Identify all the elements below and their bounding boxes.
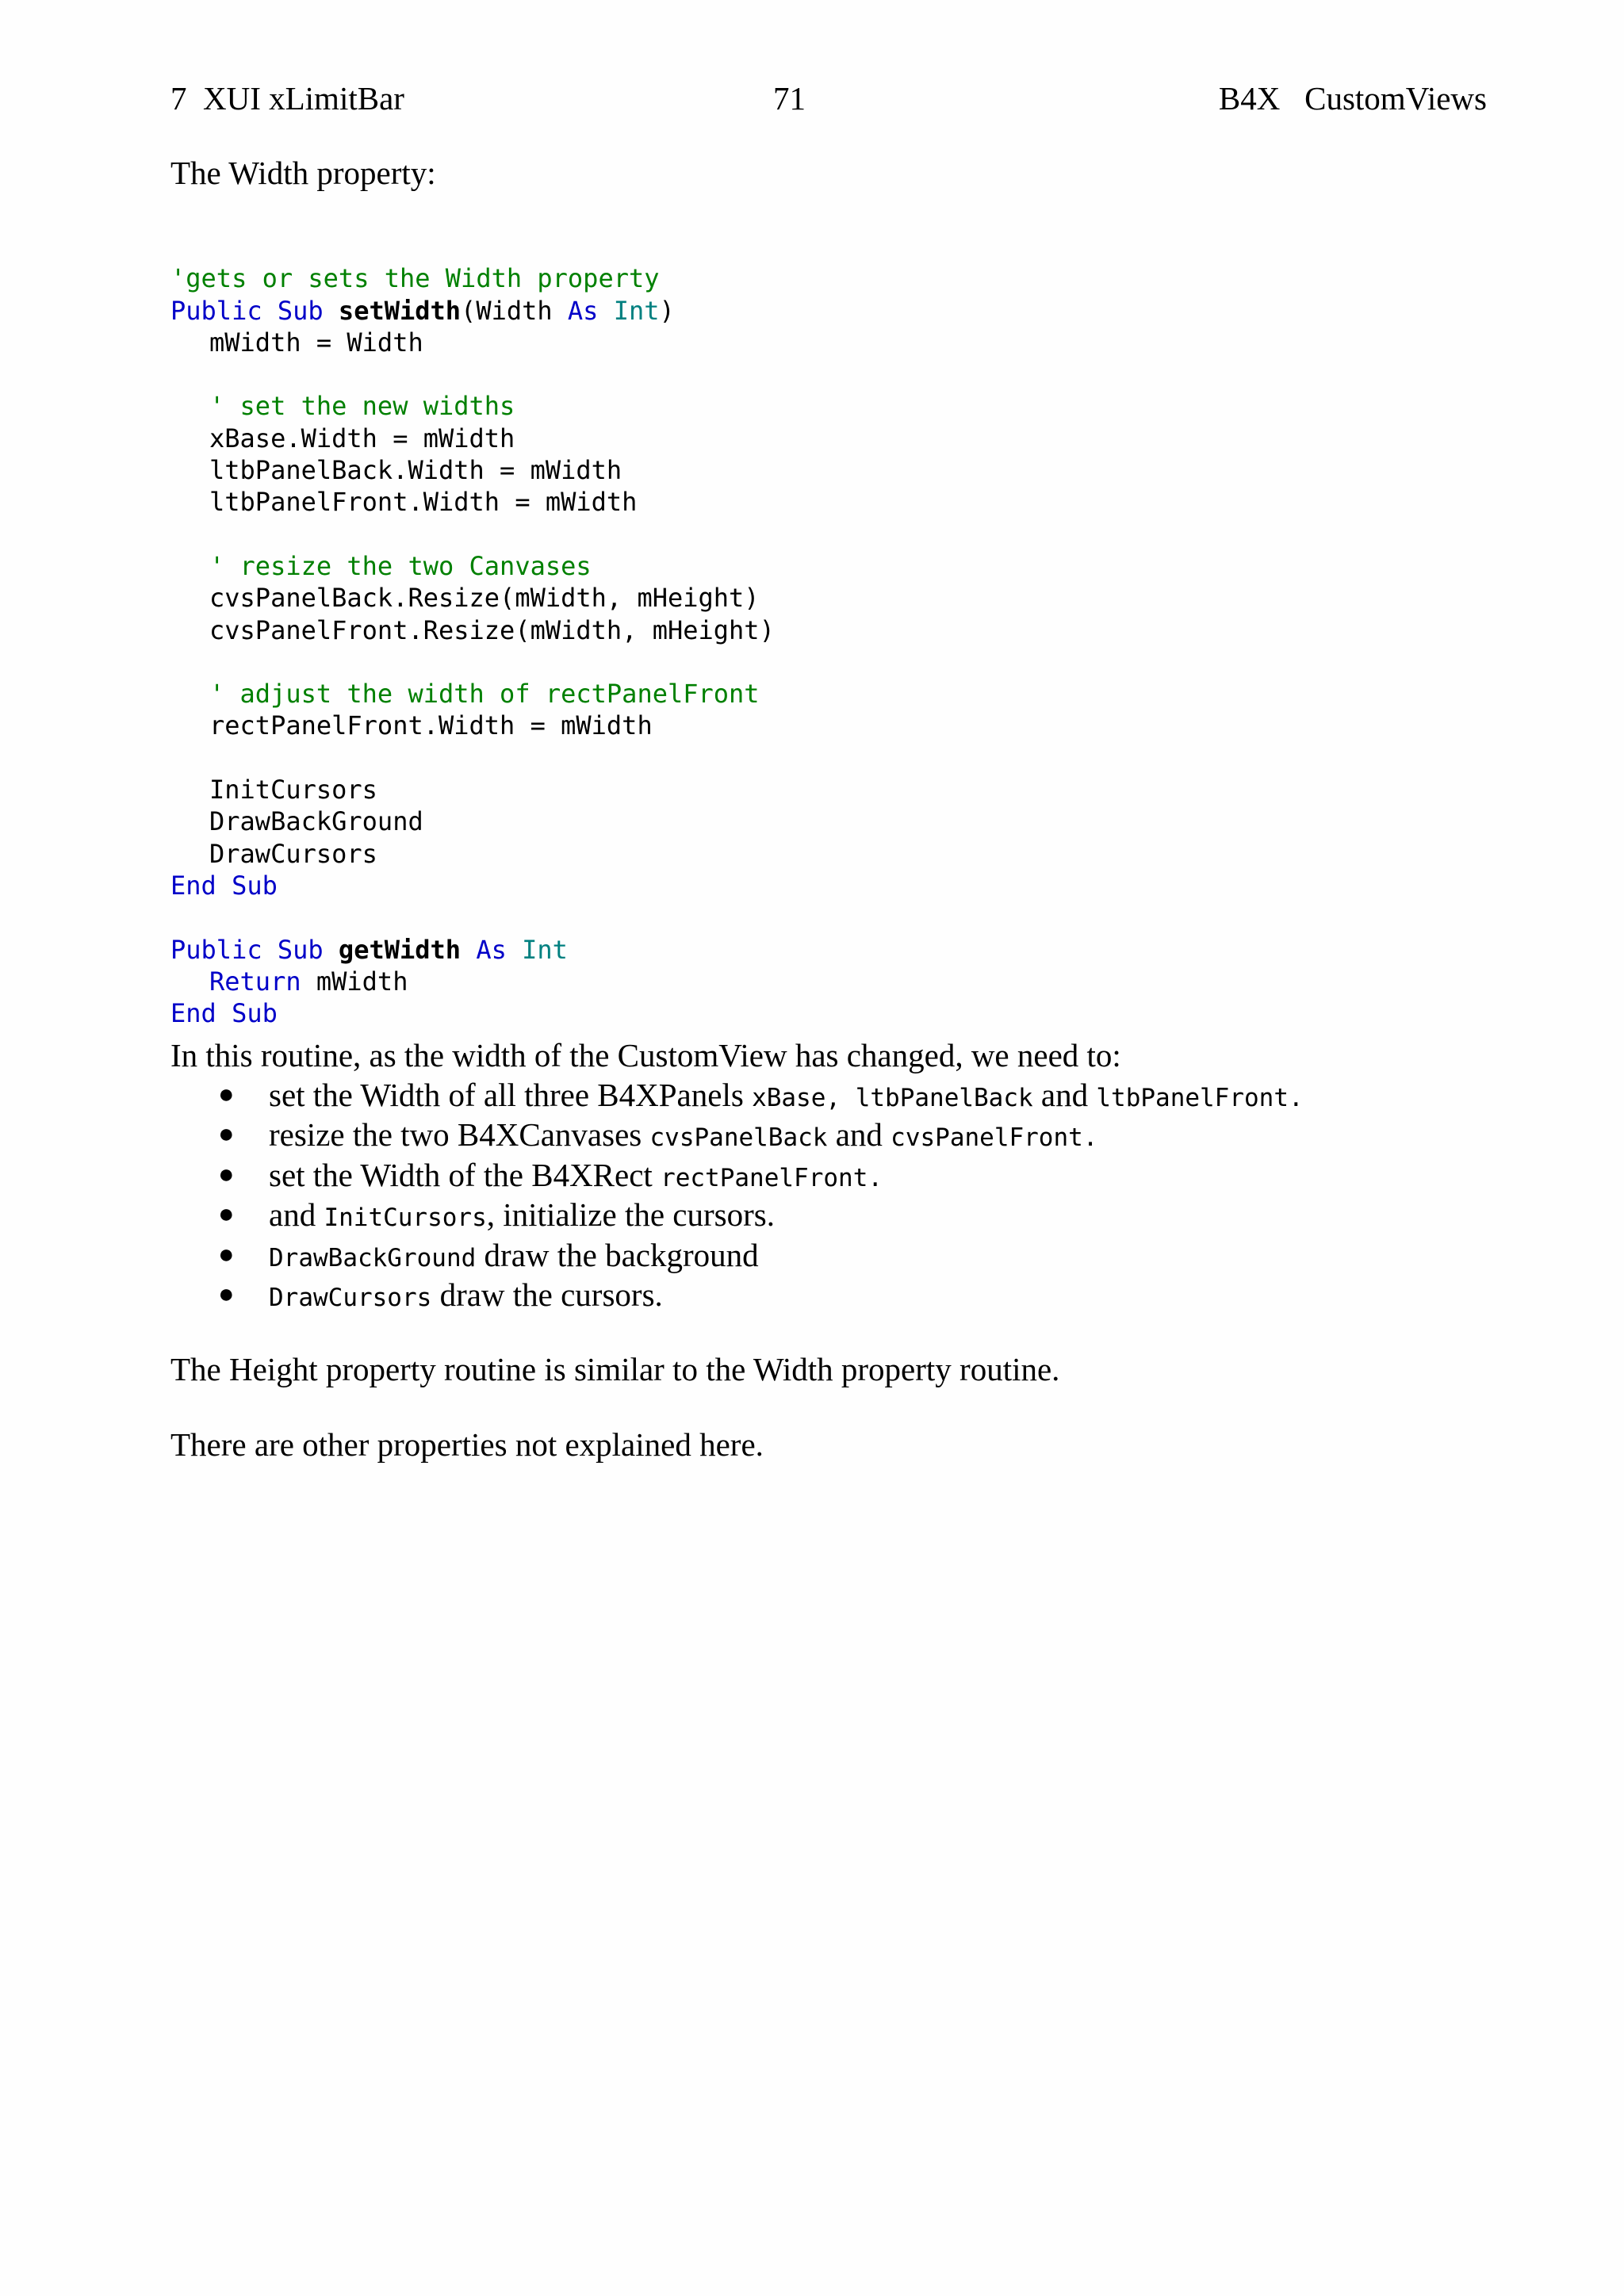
header-chapter-title: 7 XUI xLimitBar [170,80,404,117]
header-book-title: B4X CustomViews [1218,80,1487,117]
code-text: ) [659,295,675,326]
code-keyword: Return [209,966,301,997]
bullet-text: set the Width of all three B4XPanels [269,1077,753,1113]
code-sub-name: getWidth [338,934,462,965]
code-text: mWidth [316,966,408,997]
bullet-icon: ● [218,1239,235,1269]
code-text: DrawBackGround [209,806,423,837]
code-line [170,614,775,646]
paragraph-other-note: There are other properties not explained here. [170,1426,764,1463]
code-block [170,231,775,1093]
bullet-code: cvsPanelFront. [891,1123,1098,1153]
bullet-icon: ● [218,1279,235,1309]
code-comment: 'gets or sets the Width property [170,263,660,294]
bullet-icon: ● [218,1080,235,1109]
code-text: cvsPanelBack.Resize(mWidth, mHeight) [209,583,760,614]
code-comment: ' adjust the width of rectPanelFront [209,679,760,710]
code-blank-line [170,646,775,678]
section-heading: The Width property: [170,155,436,191]
code-keyword: Public [170,934,262,965]
bullet-text: , initialize the cursors. [486,1196,775,1234]
code-keyword: End Sub [170,998,278,1029]
bullet-code: xBase, ltbPanelBack [752,1084,1033,1112]
code-keyword: End Sub [170,870,278,901]
list-item [170,1075,1304,1115]
header-page-number: 71 [773,80,806,117]
code-line [170,390,775,422]
code-line [170,486,775,518]
code-line [170,327,775,358]
code-blank-line [170,901,775,933]
code-line [170,262,775,294]
list-item [170,1275,1304,1314]
code-sub-name: setWidth [338,295,462,326]
code-text: DrawCursors [209,838,377,869]
code-line [170,806,775,837]
bullet-text: and [269,1196,324,1234]
code-line [170,838,775,870]
code-line [170,966,775,997]
bullet-code: cvsPanelBack [649,1123,828,1153]
list-item [170,1155,1304,1195]
code-text: xBase.Width = mWidth [209,423,515,453]
bullet-code: ltbPanelFront. [1096,1084,1304,1112]
code-line [170,454,775,486]
explanation-intro: In this routine, as the width of the CustomView has changed, we need to: [170,1037,1121,1073]
code-blank-line [170,519,775,550]
explanation-bullet-list [170,1075,1304,1314]
code-line [170,423,775,454]
bullet-icon: ● [218,1200,235,1230]
code-text: (Width [461,295,553,326]
code-keyword: Sub [277,295,324,326]
bullet-text: draw the background [476,1236,759,1273]
code-type: Int [613,295,660,326]
code-text: cvsPanelFront.Resize(mWidth, mHeight) [209,614,775,645]
code-line [170,710,775,741]
code-blank-line [170,742,775,774]
code-keyword: Public [170,295,262,326]
code-line [170,678,775,710]
bullet-code: rectPanelFront. [661,1163,883,1192]
bullet-text: draw the cursors. [431,1276,663,1313]
paragraph-height-note: The Height property routine is similar to the Width property routine. [170,1351,1060,1387]
code-text: InitCursors [209,775,377,806]
code-text: ltbPanelFront.Width = mWidth [209,487,638,518]
code-line [170,550,775,582]
page-header [170,76,1487,121]
code-line [170,582,775,614]
list-item [170,1235,1304,1275]
code-comment: ' resize the two Canvases [209,550,592,581]
bullet-code: DrawBackGround [269,1243,477,1272]
bullet-text: and [1032,1077,1097,1113]
code-type: Int [522,934,568,965]
list-item [170,1115,1304,1154]
code-text: mWidth = Width [209,327,423,358]
code-line [170,774,775,806]
code-text: ltbPanelBack.Width = mWidth [209,455,622,486]
code-line [170,870,775,901]
code-comment: ' set the new widths [209,391,515,422]
list-item [170,1195,1304,1234]
code-keyword: As [567,295,599,326]
code-blank-line [170,358,775,390]
bullet-code: DrawCursors [269,1283,432,1312]
bullet-text: set the Width of the B4XRect [269,1156,661,1193]
code-line [170,934,775,966]
code-keyword: Sub [277,934,324,965]
bullet-icon: ● [218,1119,235,1150]
code-keyword: As [476,934,507,965]
bullet-icon: ● [218,1159,235,1189]
code-line [170,295,775,327]
bullet-text: and [827,1116,891,1154]
bullet-code: InitCursors [324,1203,487,1233]
code-text: rectPanelFront.Width = mWidth [209,710,653,741]
code-line [170,997,775,1029]
bullet-text: resize the two B4XCanvases [269,1116,650,1154]
